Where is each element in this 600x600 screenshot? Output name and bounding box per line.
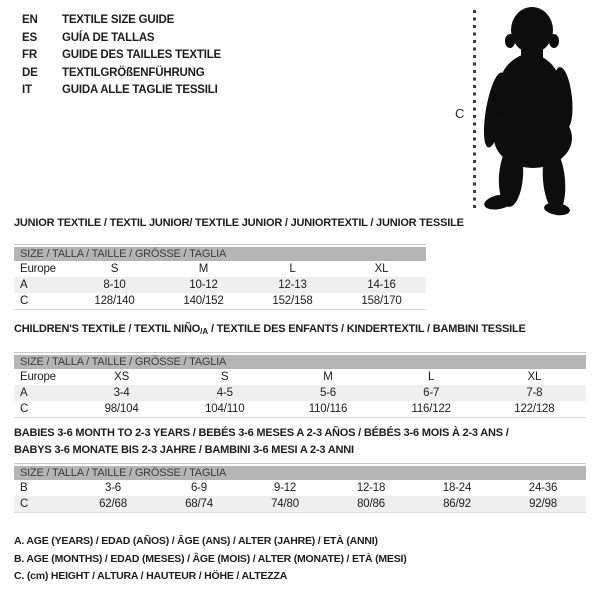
title-part: / TEXTILE DES ENFANTS / KINDERTEXTIL / BAMBINI TESSILE — [208, 323, 526, 335]
table-row-height — [14, 401, 586, 417]
table-row-europe — [14, 369, 586, 385]
cell: 140/152 — [183, 295, 224, 307]
cell: 6-7 — [423, 387, 440, 399]
row-label: C — [20, 295, 29, 307]
language-code: IT — [22, 84, 32, 96]
language-code: FR — [22, 49, 37, 61]
children-table-title — [14, 321, 586, 340]
language-title: GUÍA DE TALLAS — [62, 31, 155, 44]
cell: 128/140 — [94, 295, 135, 307]
title-part: CHILDREN'S TEXTILE / TEXTIL NIÑO — [14, 323, 201, 335]
table-row-europe — [14, 261, 426, 277]
table-row-height — [14, 293, 426, 309]
language-row-es — [22, 30, 221, 48]
cell: S — [221, 371, 229, 383]
language-code: ES — [22, 31, 37, 44]
row-label: A — [20, 387, 28, 399]
cell: 4-5 — [216, 387, 233, 399]
cell: 68/74 — [185, 498, 213, 510]
cell: 158/170 — [361, 295, 402, 307]
table-row-height — [14, 496, 586, 512]
cell: 62/68 — [99, 498, 127, 510]
row-label: Europe — [20, 263, 56, 275]
cell: 3-4 — [113, 387, 130, 399]
cell: 7-8 — [526, 387, 543, 399]
table-row-months — [14, 480, 586, 496]
cell: 74/80 — [271, 498, 299, 510]
row-label: B — [20, 482, 28, 494]
children-size-table — [14, 352, 586, 418]
cell: 6-9 — [190, 482, 208, 494]
language-row-fr — [22, 47, 221, 65]
size-header-bar: SIZE / TALLA / TAILLE / GRÖSSE / TAGLIA — [14, 355, 586, 369]
language-row-de — [22, 65, 221, 83]
babies-textile-section — [14, 425, 586, 513]
footnote-a: A. AGE (YEARS) / EDAD (AÑOS) / ÂGE (ANS) / ALTER (JAHRE) / ETÀ (ANNI) — [14, 535, 378, 547]
footnote-b: B. AGE (MONTHS) / EDAD (MESES) / ÂGE (MOIS) / ALTER (MONATE) / ETÀ (MESI) — [14, 552, 407, 565]
cell: M — [323, 371, 333, 383]
toddler-silhouette-image — [480, 4, 585, 216]
cell: 14-16 — [367, 279, 396, 291]
cell: 12-13 — [278, 279, 307, 291]
cell: XL — [527, 371, 542, 383]
cell: M — [198, 263, 209, 275]
cell: L — [289, 263, 296, 275]
cell: 5-6 — [319, 387, 336, 399]
babies-table-title — [14, 425, 586, 459]
size-header-bar: SIZE / TALLA / TAILLE / GRÖSSE / TAGLIA — [14, 466, 586, 480]
size-header-bar: SIZE / TALLA / TAILLE / GRÖSSE / TAGLIA — [14, 247, 426, 261]
title-line-1: BABIES 3-6 MONTH TO 2-3 YEARS / BEBÉS 3-6 MESES A 2-3 AÑOS / BÉBÉS 3-6 MOIS À 2-3 ANS / — [14, 427, 509, 439]
row-label: Europe — [20, 371, 56, 383]
language-code: DE — [22, 66, 38, 79]
cell: XS — [114, 371, 130, 383]
cell: 24-36 — [528, 482, 558, 494]
cell: 122/128 — [514, 403, 555, 415]
junior-size-table — [14, 244, 426, 310]
row-label: C — [20, 403, 29, 415]
row-label: A — [20, 279, 28, 291]
cell: 18-24 — [442, 482, 472, 494]
cell: 92/98 — [529, 498, 557, 510]
cell: 9-12 — [273, 482, 297, 494]
cell: 86/92 — [443, 498, 471, 510]
language-title: GUIDE DES TAILLES TEXTILE — [62, 49, 221, 61]
height-measure-label: C — [455, 106, 465, 121]
language-title: TEXTILGRÖßENFÜHRUNG — [62, 66, 205, 79]
language-title-list — [22, 12, 221, 100]
table-row-age — [14, 277, 426, 293]
babies-size-table — [14, 463, 586, 513]
cell: L — [428, 371, 435, 383]
cell: 104/110 — [205, 403, 245, 415]
language-title: GUIDA ALLE TAGLIE TESSILI — [62, 84, 218, 96]
language-title: TEXTILE SIZE GUIDE — [62, 14, 175, 26]
cell: S — [110, 263, 119, 275]
language-row-en — [22, 12, 221, 30]
footnote-c: C. (cm) HEIGHT / ALTURA / HAUTEUR / HÖHE / ALTEZZA — [14, 570, 288, 582]
junior-table-title: JUNIOR TEXTILE / TEXTIL JUNIOR/ TEXTILE JUNIOR / JUNIORTEXTIL / JUNIOR TESSILE — [14, 217, 464, 229]
cell: 116/122 — [411, 403, 451, 415]
cell: 12-18 — [356, 482, 386, 494]
junior-textile-section — [14, 215, 464, 310]
height-measure-dotted-line — [473, 10, 476, 212]
cell: 152/158 — [272, 295, 313, 307]
cell: 8-10 — [103, 279, 126, 291]
cell: 3-6 — [104, 482, 122, 494]
row-label: C — [20, 498, 29, 510]
cell: 80/86 — [357, 498, 385, 510]
title-subscript: /A — [200, 327, 209, 336]
language-row-it — [22, 82, 221, 100]
cell: XL — [374, 263, 389, 275]
cell: 110/116 — [308, 403, 348, 415]
table-row-age — [14, 385, 586, 401]
cell: 10-12 — [189, 279, 218, 291]
legend-footnotes — [14, 533, 407, 586]
language-code: EN — [22, 14, 38, 26]
cell: 98/104 — [104, 403, 139, 415]
title-line-2: BABYS 3-6 MONATE BIS 2-3 JAHRE / BAMBINI 3-6 MESI A 2-3 ANNI — [14, 444, 354, 456]
children-textile-section — [14, 321, 586, 418]
